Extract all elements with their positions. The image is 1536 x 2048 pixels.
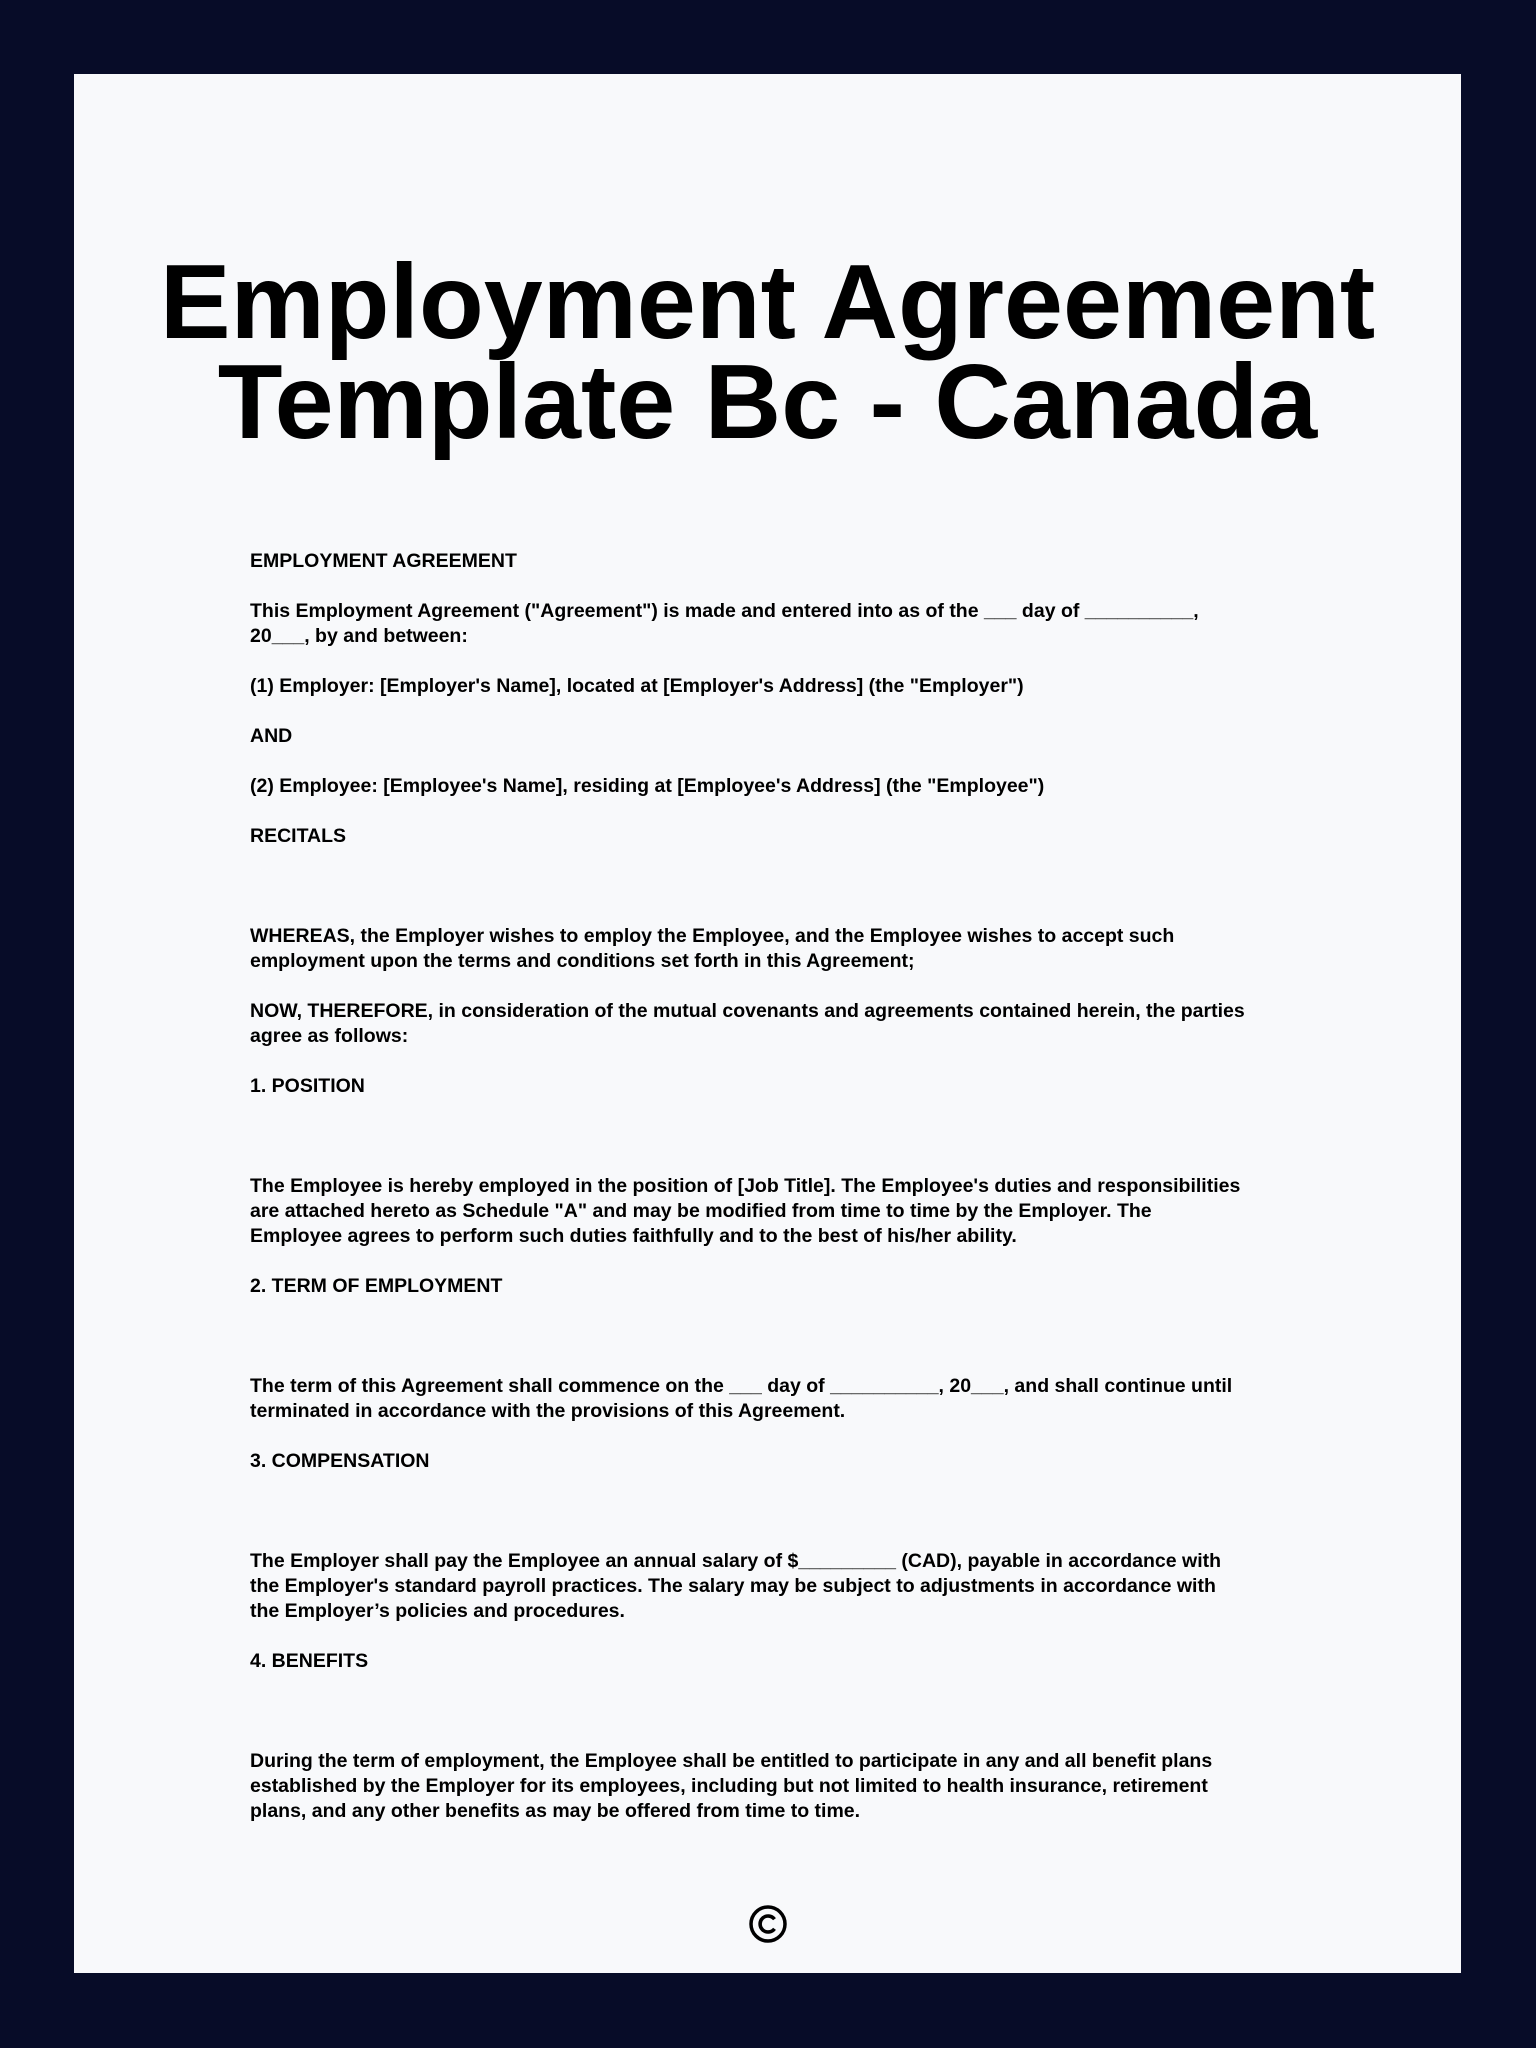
recitals-heading: RECITALS <box>250 825 347 847</box>
now-therefore-paragraph: NOW, THEREFORE, in consideration of the mutual covenants and agreements contained herein, the parties agree as follows: <box>250 1000 1245 1047</box>
section-text-term: The term of this Agreement shall commence on the ___ day of __________, 20___, and shall continue until terminated in accordance with the provisions of this Agreement. <box>250 1375 1233 1422</box>
section-heading-position: 1. POSITION <box>250 1075 365 1097</box>
agreement-heading: EMPLOYMENT AGREEMENT <box>250 550 517 572</box>
section-heading-term: 2. TERM OF EMPLOYMENT <box>250 1275 503 1297</box>
whereas-paragraph: WHEREAS, the Employer wishes to employ the Employee, and the Employee wishes to accept such employment upon the terms and conditions set forth in this Agreement; <box>250 925 1175 972</box>
document-page <box>74 74 1461 1973</box>
section-heading-compensation: 3. COMPENSATION <box>250 1450 430 1472</box>
document-title-line-2: Template Bc - Canada <box>217 343 1318 461</box>
copyright-mark <box>74 1904 1461 1949</box>
intro-paragraph: This Employment Agreement ("Agreement") is made and entered into as of the ___ day of __________, 20___, by and between: <box>250 600 1199 647</box>
document-title-line-1: Employment Agreement <box>159 243 1376 361</box>
copyright-icon <box>748 1904 788 1944</box>
and-separator: AND <box>250 725 293 747</box>
section-heading-benefits: 4. BENEFITS <box>250 1650 369 1672</box>
document-title <box>74 243 1461 461</box>
section-text-compensation: The Employer shall pay the Employee an annual salary of $_________ (CAD), payable in accordance with the Employer's standard payroll practices. The salary may be subject to adjustments in accordance with the Employer’s policies and procedures. <box>250 1550 1222 1622</box>
document-body <box>250 549 1290 1849</box>
section-text-position: The Employee is hereby employed in the position of [Job Title]. The Employee's duties and responsibilities are attached hereto as Schedule "A" and may be modified from time to time by the Employer. The Employee agrees to perform such duties faithfully and to the best of his/her ability. <box>250 1175 1241 1247</box>
employer-party: (1) Employer: [Employer's Name], located at [Employer's Address] (the "Employer") <box>250 675 1024 697</box>
employee-party: (2) Employee: [Employee's Name], residing at [Employee's Address] (the "Employee") <box>250 775 1045 797</box>
section-text-benefits: During the term of employment, the Employee shall be entitled to participate in any and all benefit plans established by the Employer for its employees, including but not limited to health insurance, retirement plans, and any other benefits as may be offered from time to time. <box>250 1750 1213 1822</box>
